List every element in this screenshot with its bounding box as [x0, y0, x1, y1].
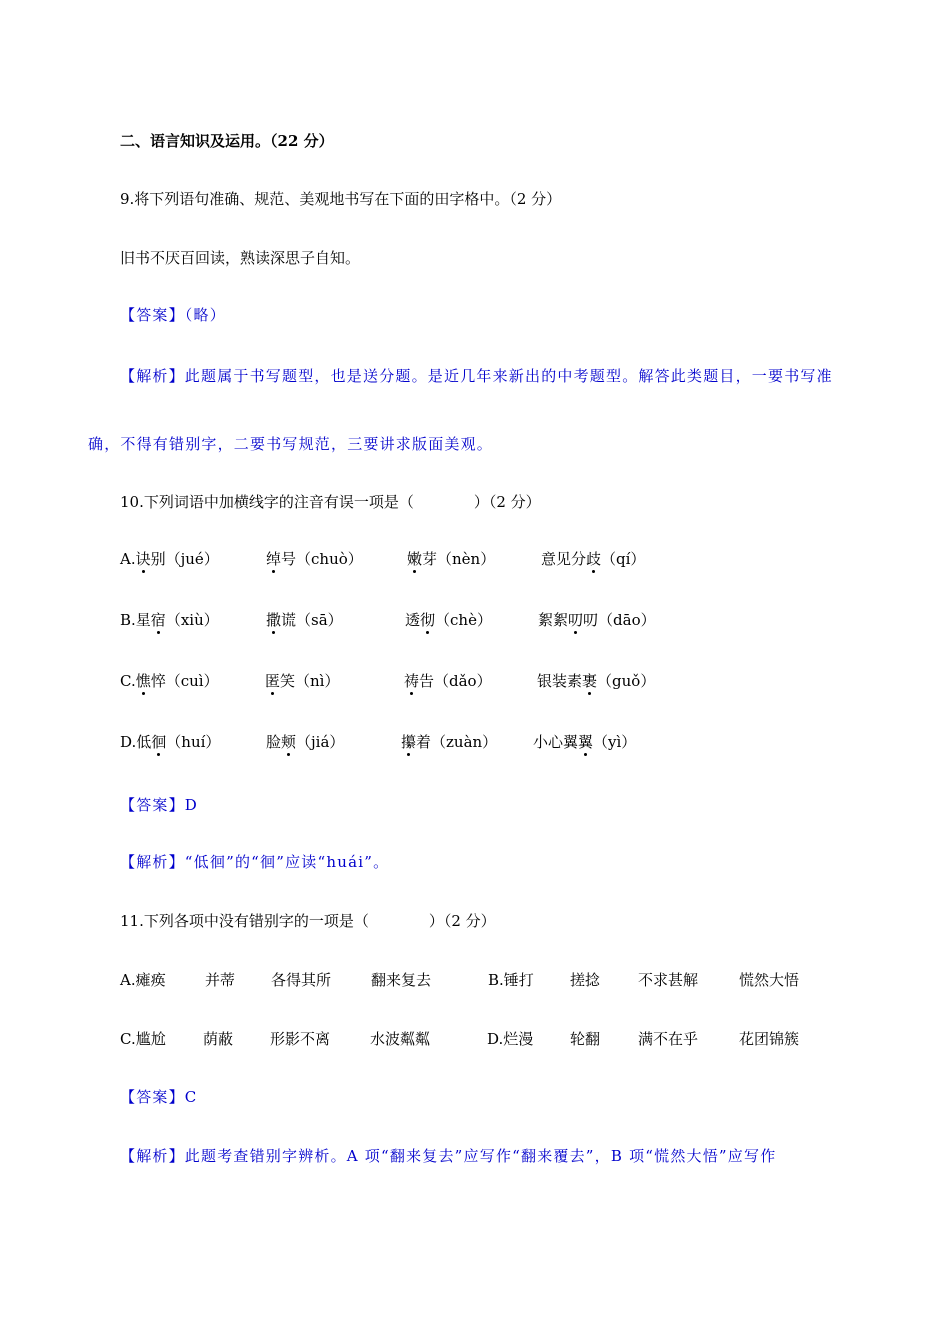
option-item: 匿笑（nì） — [265, 672, 340, 690]
option-item: 嫩芽（nèn） — [407, 550, 496, 568]
option-item: C.憔悴（cuì） — [120, 672, 219, 690]
section-title: 二、语言知识及运用。（22 分） — [120, 132, 334, 150]
option-item: 银装素裹（guǒ） — [537, 672, 656, 690]
option-item: 搓捻 — [570, 971, 601, 989]
q9-analysis-line2: 确，不得有错别字，二要书写规范，三要讲求版面美观。 — [88, 435, 494, 453]
option-item: 水波粼粼 — [370, 1030, 431, 1048]
q11-answer: 【答案】C — [120, 1088, 198, 1106]
option-item: 绰号（chuò） — [266, 550, 363, 568]
q11-stem: 11.下列各项中没有错别字的一项是（ ）（2 分） — [120, 912, 496, 930]
option-item: 不求甚解 — [638, 971, 699, 989]
q10-stem: 10.下列词语中加横线字的注音有误一项是（ ）（2 分） — [120, 493, 541, 511]
option-item: 轮翻 — [570, 1030, 601, 1048]
option-item: 絮絮叨叨（dāo） — [538, 611, 656, 629]
option-item: 透彻（chè） — [405, 611, 492, 629]
option-item: B.锤打 — [488, 971, 534, 989]
option-item: 各得其所 — [271, 971, 332, 989]
q9-stem: 9.将下列语句准确、规范、美观地书写在下面的田字格中。（2 分） — [120, 190, 562, 208]
option-item: 形影不离 — [270, 1030, 331, 1048]
option-item: 翻来复去 — [371, 971, 432, 989]
option-item: C.尴尬 — [120, 1030, 166, 1048]
option-item: 满不在乎 — [638, 1030, 699, 1048]
option-item: D.低徊（huí） — [120, 733, 221, 751]
q9-answer: 【答案】（略） — [120, 306, 226, 324]
q9-analysis-line1: 【解析】此题属于书写题型，也是送分题。是近几年来新出的中考题型。解答此类题目，一要书写准 — [120, 367, 833, 385]
option-item: A.瘫痪 — [120, 971, 166, 989]
q9-sentence: 旧书不厌百回读，熟读深思子自知。 — [120, 249, 361, 267]
option-item: 脸颊（jiá） — [266, 733, 345, 751]
option-item: 撒谎（sā） — [266, 611, 343, 629]
q10-analysis: 【解析】“低徊”的“徊”应读“huái”。 — [120, 853, 390, 871]
option-item: 并蒂 — [205, 971, 236, 989]
option-item: 祷告（dǎo） — [404, 672, 492, 690]
option-item: B.星宿（xiù） — [120, 611, 219, 629]
q10-answer: 【答案】D — [120, 796, 199, 814]
option-item: 花团锦簇 — [739, 1030, 800, 1048]
q11-analysis: 【解析】此题考查错别字辨析。A 项“翻来复去”应写作“翻来覆去”，B 项“慌然大悟”应写作 — [120, 1147, 777, 1165]
option-item: 小心翼翼（yì） — [533, 733, 637, 751]
option-item: 荫蔽 — [203, 1030, 234, 1048]
option-item: 攥着（zuàn） — [401, 733, 498, 751]
option-item: 慌然大悟 — [739, 971, 800, 989]
option-item: 意见分歧（qí） — [541, 550, 646, 568]
option-item: D.烂漫 — [487, 1030, 534, 1048]
option-item: A.诀别（jué） — [120, 550, 219, 568]
